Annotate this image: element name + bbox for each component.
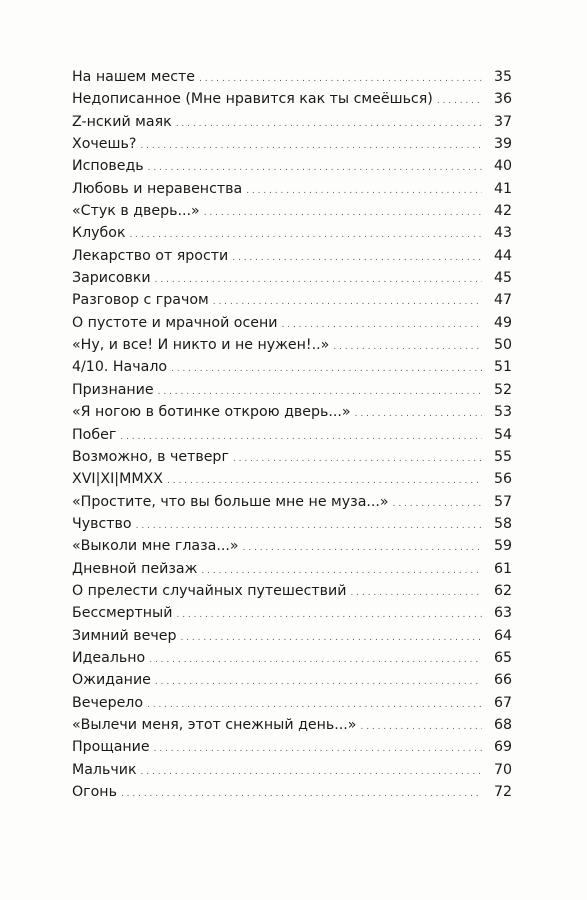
toc-entry-page-number: 41 [493,180,512,197]
toc-dot-leader [180,627,482,649]
toc-entry-title: Ожидание [72,672,151,689]
toc-entry-page-number: 39 [493,136,512,153]
toc-dot-leader [282,314,482,336]
toc-entry-title: Идеально [72,649,146,666]
toc-entry-title: Хочешь? [72,136,137,153]
toc-entry-page-number: 54 [493,426,512,443]
toc-entry [72,312,512,334]
toc-dot-leader [147,694,482,716]
toc-entry-title: О пустоте и мрачной осени [72,314,278,331]
toc-entry-title: Разговор с грачом [72,292,209,309]
toc-entry-page-number: 55 [493,448,512,465]
toc-dot-leader [176,604,482,626]
toc-entry-page-number: 67 [493,694,512,711]
toc-entry-page-number: 51 [493,359,512,376]
toc-entry-page-number: 40 [493,158,512,175]
toc-entry [72,558,512,580]
toc-dot-leader [141,761,482,783]
toc-dot-leader [213,291,482,313]
toc-dot-leader [154,738,482,760]
toc-dot-leader [350,582,482,604]
toc-entry-title: «Ну, и все! И никто и не нужен!..» [72,337,330,354]
toc-entry [72,267,512,289]
toc-entry-page-number: 61 [493,560,512,577]
toc-entry-title: Бессмертный [72,605,173,622]
toc-entry [72,178,512,200]
toc-entry-title: Исповедь [72,158,144,175]
toc-entry-title: Любовь и неравенства [72,180,243,197]
toc-entry-title: Клубок [72,225,126,242]
toc-entry-page-number: 70 [493,761,512,778]
toc-entry-title: Лекарство от ярости [72,247,229,264]
toc-entry-title: Прощание [72,739,150,756]
toc-entry [72,535,512,557]
toc-dot-leader [333,336,482,358]
toc-entry-page-number: 62 [493,582,512,599]
toc-entry-title: «Простите, что вы больше мне не муза...» [72,493,389,510]
toc-entry-page-number: 35 [493,69,512,85]
table-of-contents [72,66,512,803]
toc-entry-page-number: 58 [493,515,512,532]
toc-entry-page-number: 56 [493,471,512,488]
toc-entry-page-number: 45 [493,270,512,287]
toc-entry-page-number: 49 [493,314,512,331]
toc-dot-leader [355,403,482,425]
toc-dot-leader [360,716,482,738]
toc-entry [72,133,512,155]
toc-entry-page-number: 50 [493,337,512,354]
toc-entry-page-number: 53 [493,404,512,421]
toc-entry-title: XVI|XI|MMXX [72,471,163,488]
toc-entry-title: Зарисовки [72,270,151,287]
toc-dot-leader [232,247,482,269]
toc-dot-leader [130,224,482,246]
toc-dot-leader [393,493,482,515]
toc-entry-page-number: 65 [493,649,512,666]
toc-entry-page-number: 44 [493,247,512,264]
toc-entry [72,88,512,110]
toc-dot-leader [155,671,482,693]
toc-entry-title: Мальчик [72,761,137,778]
toc-dot-leader [246,180,482,202]
toc-entry [72,759,512,781]
toc-entry-page-number: 59 [493,538,512,555]
toc-entry-title: «Стук в дверь...» [72,203,200,220]
toc-entry [72,669,512,691]
toc-entry [72,647,512,669]
toc-entry-title: Дневной пейзаж [72,560,198,577]
toc-entry-title: На нашем месте [72,69,195,85]
toc-dot-leader [121,783,482,805]
toc-entry [72,513,512,535]
toc-entry-page-number: 64 [493,627,512,644]
toc-dot-leader [243,537,482,559]
toc-entry [72,155,512,177]
toc-entry [72,781,512,803]
toc-dot-leader [155,269,482,291]
toc-entry [72,401,512,423]
toc-entry-title: О прелести случайных путешествий [72,582,347,599]
toc-dot-leader [120,426,482,448]
toc-entry [72,222,512,244]
toc-entry-page-number: 52 [493,381,512,398]
toc-entry-title: «Вылечи меня, этот снежный день...» [72,716,357,733]
toc-dot-leader [148,157,482,179]
toc-dot-leader [176,113,482,135]
toc-entry-title: Огонь [72,784,117,800]
toc-entry-title: «Выколи мне глаза...» [72,538,239,555]
toc-entry-title: «Я ногою в ботинке открою дверь...» [72,404,351,421]
toc-entry [72,468,512,490]
toc-entry-page-number: 69 [493,739,512,756]
toc-entry-title: Вечерело [72,694,144,711]
toc-entry [72,625,512,647]
toc-entry [72,602,512,624]
toc-entry-page-number: 66 [493,672,512,689]
toc-entry [72,736,512,758]
toc-dot-leader [136,515,482,537]
toc-entry-page-number: 47 [493,292,512,309]
toc-entry-title: Возможно, в четверг [72,448,229,465]
toc-entry-title: Z-нский маяк [72,113,172,130]
toc-entry-title: Недописанное (Мне нравится как ты смеёшься) [72,91,433,108]
toc-entry-title: Зимний вечер [72,627,177,644]
toc-entry [72,446,512,468]
toc-entry [72,692,512,714]
toc-entry-title: 4/10. Начало [72,359,168,376]
toc-dot-leader [233,448,482,470]
toc-dot-leader [201,560,482,582]
toc-entry-page-number: 63 [493,605,512,622]
toc-dot-leader [437,90,482,112]
toc-entry [72,289,512,311]
toc-dot-leader [158,381,482,403]
toc-dot-leader [167,470,482,492]
toc-entry [72,334,512,356]
toc-dot-leader [171,358,482,380]
toc-entry [72,66,512,88]
toc-entry [72,245,512,267]
toc-dot-leader [199,68,482,90]
toc-entry-page-number: 43 [493,225,512,242]
toc-entry-page-number: 42 [493,203,512,220]
toc-entry [72,424,512,446]
toc-entry-title: Чувство [72,515,132,532]
toc-entry-page-number: 57 [493,493,512,510]
toc-entry [72,379,512,401]
toc-entry [72,200,512,222]
toc-dot-leader [204,202,482,224]
toc-entry [72,111,512,133]
toc-entry [72,580,512,602]
toc-entry-page-number: 37 [493,113,512,130]
toc-entry-title: Признание [72,381,154,398]
toc-entry-page-number: 72 [493,784,512,800]
toc-dot-leader [140,135,482,157]
toc-entry [72,714,512,736]
toc-entry-page-number: 68 [493,716,512,733]
toc-entry [72,491,512,513]
toc-entry [72,356,512,378]
toc-entry-title: Побег [72,426,117,443]
toc-dot-leader [149,649,482,671]
toc-entry-page-number: 36 [493,91,512,108]
